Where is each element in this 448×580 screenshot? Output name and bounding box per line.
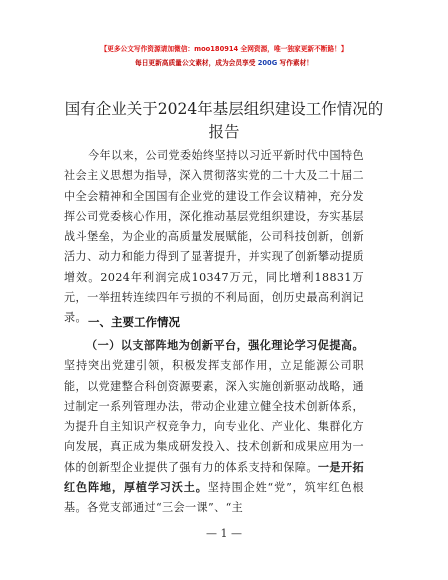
document-title-line-1: 国有企业关于2024年基层组织建设工作情况的 xyxy=(64,100,384,118)
document-title-line-2: 报告 xyxy=(208,123,240,141)
promo-line-1: 【更多公文写作资源请加微信：moo180914 全网资源，唯一独家更新不断路！】 xyxy=(100,45,348,53)
subsection-heading: （一）以支部阵地为创新平台，强化理论学习促提高。 xyxy=(86,339,364,352)
promo-line-2 xyxy=(0,57,448,67)
point-body: 坚持围企姓“党”，筑牢红色根基。各党支部通过“三会一课”、“主 xyxy=(64,481,364,515)
promo-line-2-highlight: 200G xyxy=(257,59,278,67)
point-heading: 一是开拓红色阵地，厚植学习沃土。 xyxy=(64,460,364,495)
section-heading-main-work: 一、主要工作情况 xyxy=(88,315,180,329)
subsection-paragraph xyxy=(64,336,364,519)
page-number: — 1 — xyxy=(206,527,242,540)
intro-paragraph: 今年以来，公司党委始终坚持以习近平新时代中国特色社会主义思想为指导，深入贯彻落实党的二十大及二十届二中全会精神和全国国有企业党的建设工作会议精神，充分发挥公司党委核心作用，深化推动基层党组织建设，夯实基层战斗堡垒，为企业的高质量发展赋能，公司科技创新，创新活力、动力和能力得到了显著提升，并实现了创新攀动提质增效。2024年利润完成10347万元，同比增利18831万元，一举扭转连续四年亏损的不利局面，创历史最高利润记录。 xyxy=(64,149,364,325)
subsection-body: 坚持突出党建引领，积极发挥支部作用，立足能源公司职能，以党建整合科创资源要素，深入实施创新驱动战略，通过制定一系列管理办法，带动企业建立健全技术创新体系，为提升自主知识产权竞争力，向专业化、产业化、集群化方向发展，真正成为集成研发投入、技术创新和成果应用为一体的创新型企业提供了强有力的体系支持和保障。 xyxy=(64,359,364,474)
promo-line-2-text-b: 写作素材！ xyxy=(277,59,313,67)
promo-line-2-text-a: 每日更新高质量公文素材，成为会员享受 xyxy=(135,59,258,67)
